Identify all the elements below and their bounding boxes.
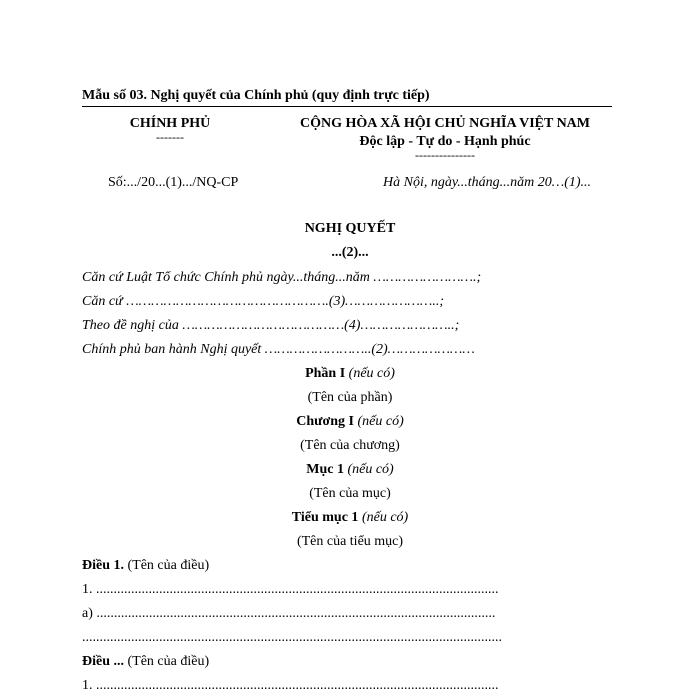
- basis-line-1: Căn cứ Luật Tổ chức Chính phủ ngày...tháng...năm …………………….;: [82, 270, 482, 285]
- place-date: Hà Nội, ngày...tháng...năm 20…(1)...: [383, 175, 592, 190]
- form-title: Mẫu số 03. Nghị quyết của Chính phủ (quy định trực tiếp): [82, 88, 430, 103]
- national-title: CỘNG HÒA XÃ HỘI CHỦ NGHĨA VIỆT NAM: [299, 116, 590, 131]
- basis-line-2: Căn cứ ………………………………………….(3)…………………..;: [82, 294, 444, 309]
- basis-line-4: Chính phủ ban hành Nghị quyết ……………………..(2)…………………: [82, 342, 475, 357]
- subsection-heading: Tiểu mục 1 (nếu có): [291, 510, 409, 525]
- article-1-clause-1: 1. ...................................................................................................................: [82, 582, 499, 597]
- article-1-heading: Điều 1. (Tên của điều): [82, 558, 210, 573]
- article-1-point-a: a) ..................................................................................................................: [82, 606, 496, 621]
- section-heading: Mục 1 (nếu có): [306, 462, 394, 477]
- document-subtitle: ...(2)...: [331, 245, 369, 260]
- basis-line-3: Theo đề nghị của …………………………………(4)…………………..;: [82, 318, 460, 333]
- article-n-clause-1: 1. ...................................................................................................................: [82, 678, 499, 693]
- part-name: (Tên của phần): [307, 390, 393, 405]
- document-number: Số:.../20...(1).../NQ-CP: [108, 175, 239, 190]
- part-heading: Phần I (nếu có): [305, 366, 395, 381]
- chapter-name: (Tên của chương): [300, 438, 400, 453]
- subsection-name: (Tên của tiểu mục): [296, 534, 404, 549]
- title-rule: [82, 106, 612, 107]
- agency-name: CHÍNH PHỦ: [129, 116, 211, 131]
- national-motto: Độc lập - Tự do - Hạnh phúc: [359, 134, 531, 149]
- article-1-continuation: ........................................................................................................................: [82, 630, 502, 645]
- section-name: (Tên của mục): [309, 486, 391, 501]
- article-n-heading: Điều ... (Tên của điều): [82, 654, 210, 669]
- motto-underline: ---------------: [415, 148, 475, 162]
- document-title: NGHỊ QUYẾT: [304, 221, 396, 236]
- agency-underline: -------: [156, 130, 184, 144]
- chapter-heading: Chương I (nếu có): [296, 414, 404, 429]
